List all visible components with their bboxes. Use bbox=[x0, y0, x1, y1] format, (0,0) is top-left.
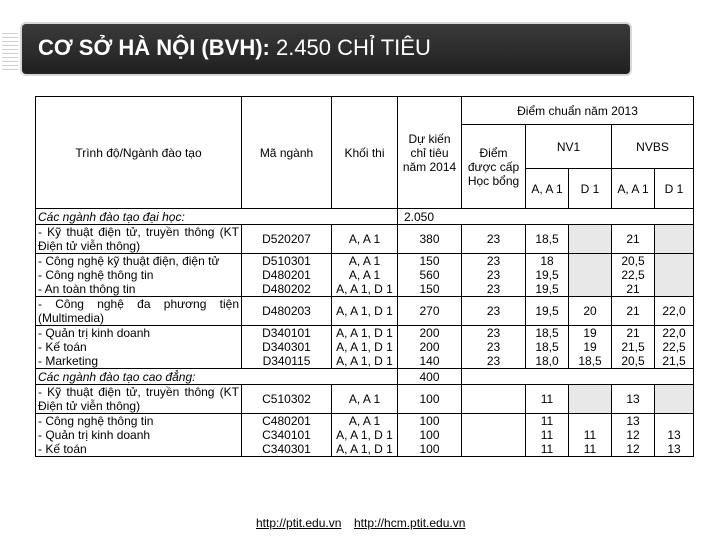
block-value: A, A 1 bbox=[348, 392, 381, 406]
nvbs-d1-value bbox=[657, 232, 691, 246]
scholarship-value: 23 bbox=[486, 268, 501, 282]
block-value: A, A 1, D 1 bbox=[336, 340, 393, 354]
block-value: A, A 1 bbox=[348, 268, 381, 282]
table-row bbox=[36, 225, 694, 254]
block-value: A, A 1, D 1 bbox=[336, 304, 393, 318]
nvbs-aa1-value: 21 bbox=[626, 282, 640, 296]
nvbs-aa1-cell bbox=[612, 414, 655, 457]
program-value: - Kỹ thuật điện tử, truyền thông (KT Điện tử viễn thông) bbox=[38, 225, 239, 253]
program-cell bbox=[36, 297, 242, 326]
block-cell bbox=[332, 297, 398, 326]
code-value: C480201 bbox=[262, 414, 311, 428]
nvbs-aa1-value: 21,5 bbox=[621, 340, 645, 354]
nv1-d1-value: 19 bbox=[583, 326, 597, 340]
block-cell bbox=[332, 254, 398, 297]
nv1-aa1-value: 19,5 bbox=[535, 304, 559, 318]
link-ptit[interactable]: http://ptit.edu.vn bbox=[256, 516, 342, 530]
nvbs-aa1-cell bbox=[612, 385, 655, 414]
table-row bbox=[36, 414, 694, 457]
nvbs-aa1-value: 22,5 bbox=[621, 268, 645, 282]
quota-value: 100 bbox=[419, 392, 440, 406]
scholarship-cell bbox=[462, 385, 526, 414]
code-value: D480203 bbox=[262, 304, 311, 318]
nvbs-d1-cell bbox=[655, 414, 694, 457]
section-college-quota: 400 bbox=[398, 369, 462, 385]
nvbs-aa1-value: 12 bbox=[626, 442, 640, 456]
code-cell bbox=[242, 414, 332, 457]
nv1-d1-cell bbox=[569, 385, 612, 414]
nvbs-d1-value: 22,0 bbox=[662, 326, 686, 340]
link-hcm-ptit[interactable]: http://hcm.ptit.edu.vn bbox=[354, 516, 466, 530]
scholarship-value: 23 bbox=[486, 340, 501, 354]
code-value: D340101 bbox=[262, 326, 311, 340]
nv1-aa1-value: 19,5 bbox=[535, 282, 559, 296]
program-cell bbox=[36, 254, 242, 297]
nvbs-d1-cell bbox=[655, 225, 694, 254]
admission-table bbox=[35, 96, 694, 457]
nvbs-aa1-value: 20,5 bbox=[621, 354, 645, 368]
quota-value: 150 bbox=[419, 254, 440, 268]
scholarship-value: 23 bbox=[486, 254, 501, 268]
quota-cell bbox=[398, 225, 462, 254]
program-value: - Kế toán bbox=[38, 442, 87, 456]
nv1-d1-cell bbox=[569, 326, 612, 369]
program-value: - An toàn thông tin bbox=[38, 282, 136, 296]
quota-cell bbox=[398, 297, 462, 326]
nv1-d1-value bbox=[571, 232, 609, 246]
header-nvbs: NVBS bbox=[612, 125, 694, 169]
nvbs-d1-value bbox=[657, 254, 691, 268]
block-value: A, A 1 bbox=[348, 232, 381, 246]
nvbs-d1-value: 22,5 bbox=[662, 340, 686, 354]
nv1-d1-value bbox=[571, 414, 609, 428]
nv1-d1-value bbox=[571, 392, 609, 406]
table-row bbox=[36, 254, 694, 297]
section-university: Các ngành đào tạo đại học: bbox=[36, 209, 398, 225]
nv1-aa1-cell bbox=[526, 254, 569, 297]
nvbs-d1-cell bbox=[655, 326, 694, 369]
nvbs-d1-cell bbox=[655, 297, 694, 326]
scholarship-cell bbox=[462, 225, 526, 254]
quota-value: 200 bbox=[419, 326, 440, 340]
program-cell bbox=[36, 414, 242, 457]
nv1-aa1-value: 11 bbox=[540, 442, 554, 456]
block-value: A, A 1, D 1 bbox=[336, 428, 393, 442]
program-cell bbox=[36, 385, 242, 414]
scholarship-cell bbox=[462, 326, 526, 369]
block-cell bbox=[332, 225, 398, 254]
quota-cell bbox=[398, 326, 462, 369]
nvbs-aa1-value: 21 bbox=[626, 232, 640, 246]
header-program: Trình độ/Ngành đào tạo bbox=[36, 97, 242, 209]
table-row bbox=[36, 326, 694, 369]
nvbs-d1-cell bbox=[655, 385, 694, 414]
scholarship-value bbox=[464, 392, 523, 406]
nvbs-aa1-cell bbox=[612, 326, 655, 369]
quota-value: 270 bbox=[419, 304, 440, 318]
quota-value: 200 bbox=[419, 340, 440, 354]
nvbs-aa1-value: 12 bbox=[626, 428, 640, 442]
scholarship-value: 23 bbox=[486, 282, 501, 296]
code-value: D480201 bbox=[262, 268, 311, 282]
nvbs-aa1-cell bbox=[612, 254, 655, 297]
nvbs-d1-value bbox=[657, 414, 691, 428]
block-cell bbox=[332, 414, 398, 457]
nv1-aa1-cell bbox=[526, 385, 569, 414]
code-cell bbox=[242, 385, 332, 414]
nvbs-aa1-cell bbox=[612, 297, 655, 326]
section-college-filler bbox=[462, 369, 694, 385]
block-value: A, A 1, D 1 bbox=[336, 442, 393, 456]
nvbs-aa1-value: 13 bbox=[626, 392, 640, 406]
code-value: D340115 bbox=[262, 354, 311, 368]
nvbs-d1-value bbox=[657, 282, 691, 296]
program-cell bbox=[36, 326, 242, 369]
section-university-quota: 2.050 bbox=[398, 209, 694, 225]
header-nvbs-aa1: A, A 1 bbox=[612, 169, 655, 209]
header-code: Mã ngành bbox=[242, 97, 332, 209]
scholarship-value bbox=[464, 414, 523, 428]
nv1-aa1-value: 11 bbox=[540, 428, 554, 442]
program-value: - Marketing bbox=[38, 354, 99, 368]
code-cell bbox=[242, 297, 332, 326]
program-value: - Quản trị kinh doanh bbox=[38, 326, 151, 340]
title-bar bbox=[22, 24, 630, 74]
nv1-aa1-value: 18,5 bbox=[535, 326, 559, 340]
header-score: Điểm chuẩn năm 2013 bbox=[462, 97, 694, 125]
block-value: A, A 1, D 1 bbox=[336, 354, 393, 368]
nv1-aa1-value: 19,5 bbox=[535, 268, 559, 282]
header-nv1-aa1: A, A 1 bbox=[526, 169, 569, 209]
decorative-stripes bbox=[2, 30, 18, 70]
block-value: A, A 1 bbox=[348, 254, 381, 268]
nvbs-aa1-value: 20,5 bbox=[621, 254, 645, 268]
nv1-d1-value: 11 bbox=[583, 442, 597, 456]
quota-value: 150 bbox=[419, 282, 440, 296]
code-cell bbox=[242, 326, 332, 369]
scholarship-value: 23 bbox=[486, 232, 501, 246]
page-title: CƠ SỞ HÀ NỘI (BVH): 2.450 CHỈ TIÊU bbox=[38, 35, 431, 60]
quota-value: 380 bbox=[419, 232, 440, 246]
quota-cell bbox=[398, 385, 462, 414]
nv1-aa1-value: 11 bbox=[540, 414, 554, 428]
code-value: D340301 bbox=[262, 340, 311, 354]
nv1-aa1-value: 18 bbox=[540, 254, 554, 268]
scholarship-cell bbox=[462, 297, 526, 326]
program-value: - Kế toán bbox=[38, 340, 87, 354]
program-value: - Công nghệ đa phương tiện (Multimedia) bbox=[38, 297, 239, 325]
program-value: - Công nghệ thông tin bbox=[38, 268, 154, 282]
nv1-d1-cell bbox=[569, 254, 612, 297]
table-row bbox=[36, 297, 694, 326]
nvbs-d1-value bbox=[657, 392, 691, 406]
quota-cell bbox=[398, 414, 462, 457]
nvbs-aa1-value: 13 bbox=[626, 414, 640, 428]
nv1-d1-cell bbox=[569, 414, 612, 457]
nvbs-d1-value: 13 bbox=[667, 442, 681, 456]
nvbs-d1-cell bbox=[655, 254, 694, 297]
nv1-d1-value: 11 bbox=[583, 428, 597, 442]
header-block: Khối thi bbox=[332, 97, 398, 209]
nv1-aa1-value: 11 bbox=[540, 392, 554, 406]
header-scholarship: Điểm được cấp Học bổng bbox=[462, 125, 526, 209]
program-value: - Kỹ thuật điện tử, truyền thông (KT Điện tử viễn thông) bbox=[38, 385, 239, 413]
nvbs-aa1-cell bbox=[612, 225, 655, 254]
header-nv1: NV1 bbox=[526, 125, 612, 169]
block-cell bbox=[332, 385, 398, 414]
nvbs-aa1-value: 21 bbox=[626, 304, 640, 318]
header-nvbs-d1: D 1 bbox=[655, 169, 694, 209]
nv1-aa1-cell bbox=[526, 414, 569, 457]
nv1-d1-value: 19 bbox=[583, 340, 597, 354]
nvbs-d1-value bbox=[657, 268, 691, 282]
scholarship-value: 23 bbox=[486, 304, 501, 318]
header-nv1-d1: D 1 bbox=[569, 169, 612, 209]
code-value: C340301 bbox=[262, 442, 311, 456]
nv1-d1-cell bbox=[569, 297, 612, 326]
nv1-aa1-cell bbox=[526, 297, 569, 326]
code-value: D520207 bbox=[262, 232, 311, 246]
nv1-d1-value: 18,5 bbox=[578, 354, 602, 368]
nv1-d1-value bbox=[571, 268, 609, 282]
scholarship-value: 23 bbox=[486, 326, 501, 340]
code-cell bbox=[242, 254, 332, 297]
quota-value: 140 bbox=[419, 354, 440, 368]
quota-value: 100 bbox=[419, 428, 440, 442]
scholarship-value bbox=[464, 442, 523, 456]
program-value: - Công nghệ thông tin bbox=[38, 414, 154, 428]
quota-cell bbox=[398, 254, 462, 297]
code-value: D480202 bbox=[262, 282, 311, 296]
block-value: A, A 1 bbox=[348, 414, 381, 428]
code-cell bbox=[242, 225, 332, 254]
scholarship-cell bbox=[462, 254, 526, 297]
header-quota: Dự kiến chỉ tiêu năm 2014 bbox=[398, 97, 462, 209]
quota-value: 100 bbox=[419, 414, 440, 428]
nvbs-d1-value: 22,0 bbox=[662, 304, 686, 318]
code-value: D510301 bbox=[262, 254, 311, 268]
nvbs-d1-value: 13 bbox=[667, 428, 681, 442]
nv1-aa1-value: 18,5 bbox=[535, 232, 559, 246]
block-cell bbox=[332, 326, 398, 369]
scholarship-value bbox=[464, 428, 523, 442]
code-value: C510302 bbox=[262, 392, 311, 406]
scholarship-cell bbox=[462, 414, 526, 457]
nvbs-d1-value: 21,5 bbox=[662, 354, 686, 368]
nv1-aa1-value: 18,5 bbox=[535, 340, 559, 354]
table-row bbox=[36, 385, 694, 414]
program-cell bbox=[36, 225, 242, 254]
quota-value: 560 bbox=[419, 268, 440, 282]
nv1-aa1-cell bbox=[526, 225, 569, 254]
block-value: A, A 1, D 1 bbox=[336, 282, 393, 296]
nv1-d1-value bbox=[571, 282, 609, 296]
program-value: - Quản trị kinh doanh bbox=[38, 428, 151, 442]
nv1-aa1-value: 18,0 bbox=[535, 354, 559, 368]
quota-value: 100 bbox=[419, 442, 440, 456]
scholarship-value: 23 bbox=[486, 354, 501, 368]
nv1-aa1-cell bbox=[526, 326, 569, 369]
program-value: - Công nghệ kỹ thuật điện, điện tử bbox=[38, 254, 220, 268]
code-value: C340101 bbox=[262, 428, 311, 442]
section-college: Các ngành đào tạo cao đẳng: bbox=[36, 369, 398, 385]
nv1-d1-value: 20 bbox=[583, 304, 597, 318]
block-value: A, A 1, D 1 bbox=[336, 326, 393, 340]
nvbs-aa1-value: 21 bbox=[626, 326, 640, 340]
nv1-d1-value bbox=[571, 254, 609, 268]
nv1-d1-cell bbox=[569, 225, 612, 254]
